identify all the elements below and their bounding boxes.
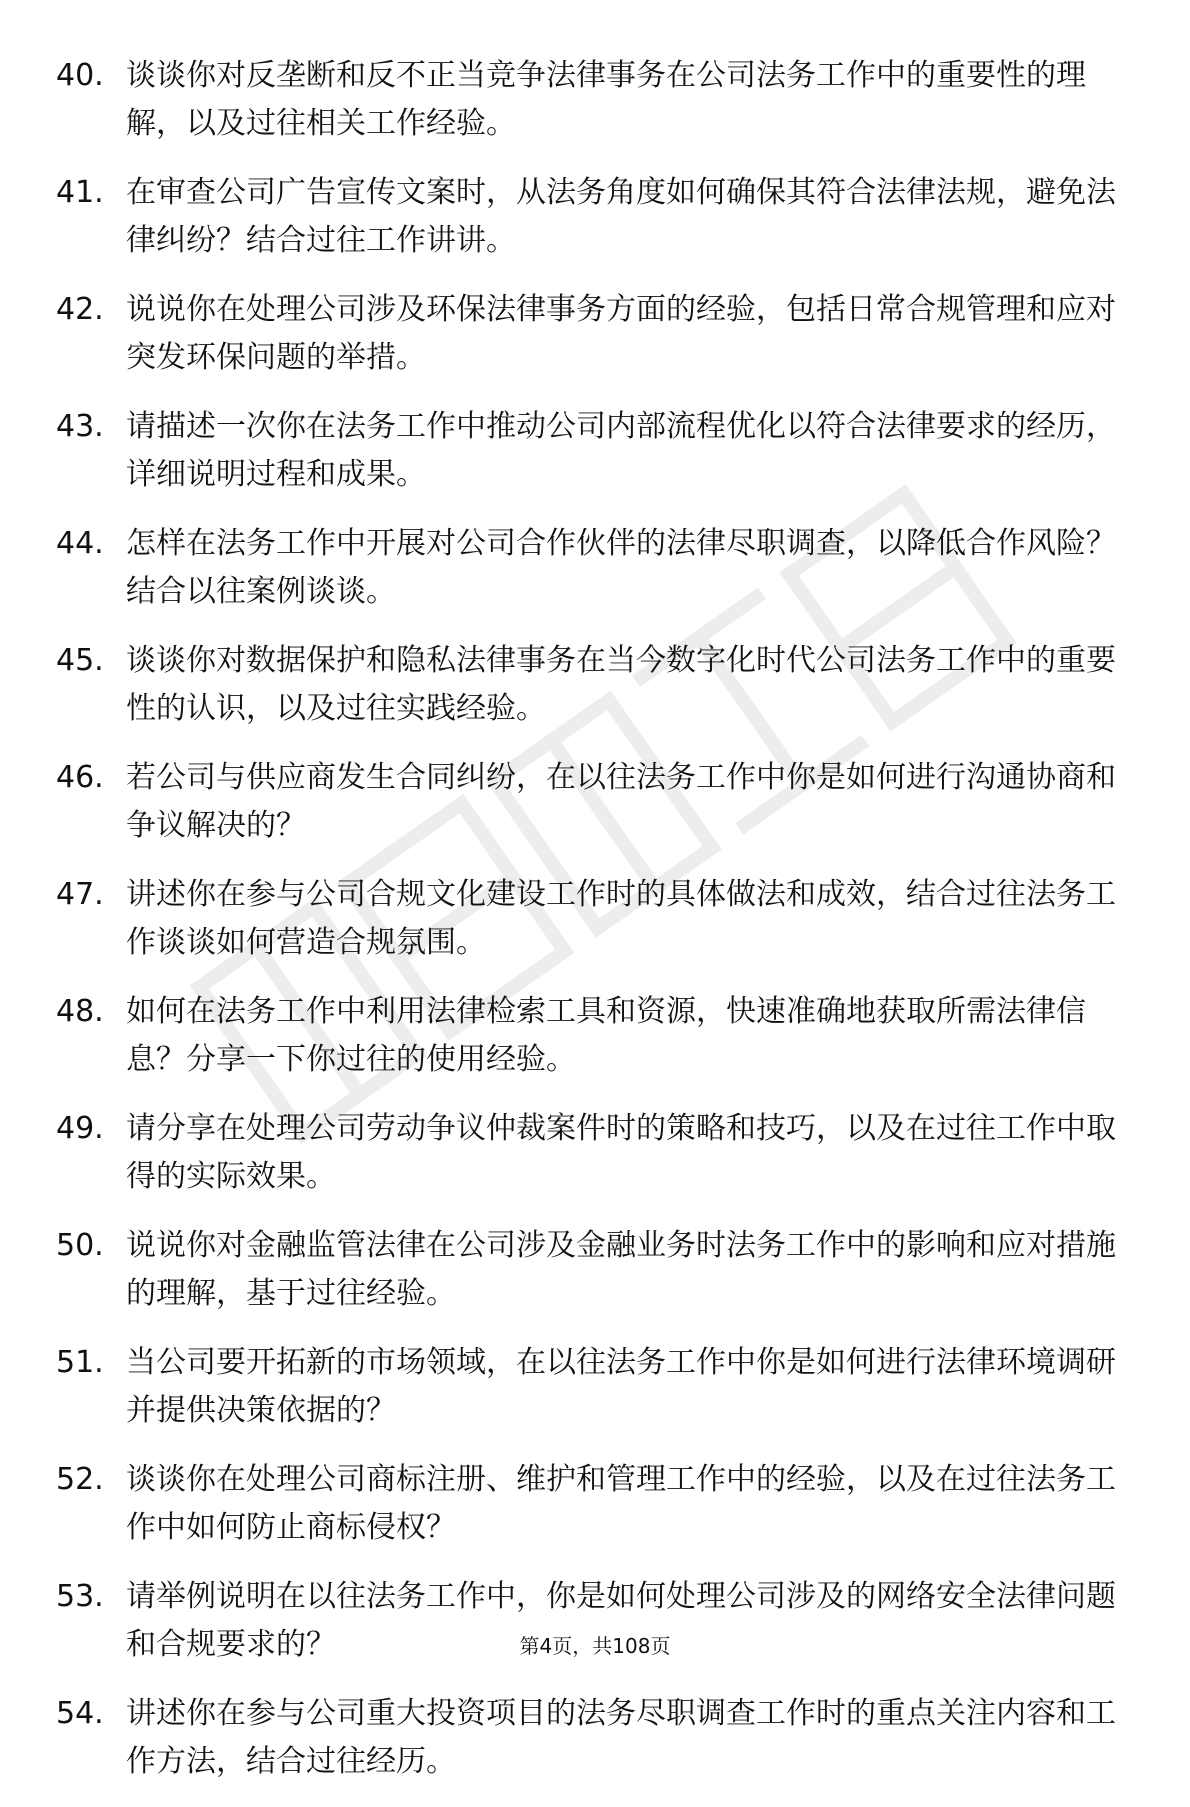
question-text: 说说你对金融监管法律在公司涉及金融业务时法务工作中的影响和应对措施的理解，基于过往经验。 <box>126 1228 1116 1311</box>
question-number: 49. <box>56 1111 104 1146</box>
question-number: 48. <box>56 994 104 1029</box>
question-number: 40. <box>56 58 104 93</box>
question-number: 47. <box>56 877 104 912</box>
question-number: 46. <box>56 760 104 795</box>
list-item <box>56 286 1136 382</box>
list-item <box>56 520 1136 616</box>
question-text: 请描述一次你在法务工作中推动公司内部流程优化以符合法律要求的经历，详细说明过程和成果。 <box>126 409 1116 492</box>
list-item <box>56 1105 1136 1201</box>
list-item <box>56 637 1136 733</box>
question-text: 请举例说明在以往法务工作中，你是如何处理公司涉及的网络安全法律问题和合规要求的？ <box>126 1579 1116 1662</box>
page-footer: 第4页，共108页 <box>519 1634 671 1658</box>
question-text: 怎样在法务工作中开展对公司合作伙伴的法律尽职调查，以降低合作风险？结合以往案例谈谈。 <box>126 526 1116 609</box>
list-item <box>56 403 1136 499</box>
question-text: 谈谈你对反垄断和反不正当竞争法律事务在公司法务工作中的重要性的理解，以及过往相关工作经验。 <box>126 58 1086 141</box>
question-text: 讲述你在参与公司重大投资项目的法务尽职调查工作时的重点关注内容和工作方法，结合过往经历。 <box>126 1696 1116 1779</box>
question-text: 讲述你在参与公司合规文化建设工作时的具体做法和成效，结合过往法务工作谈谈如何营造合规氛围。 <box>126 877 1116 960</box>
question-number: 41. <box>56 175 104 210</box>
list-item <box>56 169 1136 265</box>
question-text: 说说你在处理公司涉及环保法律事务方面的经验，包括日常合规管理和应对突发环保问题的举措。 <box>126 292 1116 375</box>
question-number: 53. <box>56 1579 104 1614</box>
question-text: 若公司与供应商发生合同纠纷，在以往法务工作中你是如何进行沟通协商和争议解决的？ <box>126 760 1116 843</box>
question-text: 谈谈你在处理公司商标注册、维护和管理工作中的经验，以及在过往法务工作中如何防止商标侵权？ <box>126 1462 1116 1545</box>
question-text: 当公司要开拓新的市场领域，在以往法务工作中你是如何进行法律环境调研并提供决策依据的？ <box>126 1345 1116 1428</box>
list-item <box>56 1690 1136 1786</box>
question-text: 请分享在处理公司劳动争议仲裁案件时的策略和技巧，以及在过往工作中取得的实际效果。 <box>126 1111 1116 1194</box>
list-item <box>56 988 1136 1084</box>
list-item <box>56 1456 1136 1552</box>
question-number: 54. <box>56 1696 104 1731</box>
list-item <box>56 1339 1136 1435</box>
question-text: 谈谈你对数据保护和隐私法律事务在当今数字化时代公司法务工作中的重要性的认识，以及过往实践经验。 <box>126 643 1116 726</box>
question-number: 45. <box>56 643 104 678</box>
list-item <box>56 52 1136 148</box>
list-item <box>56 1222 1136 1318</box>
list-item <box>56 871 1136 967</box>
question-number: 43. <box>56 409 104 444</box>
question-list <box>56 52 1136 1807</box>
question-number: 44. <box>56 526 104 561</box>
question-text: 如何在法务工作中利用法律检索工具和资源，快速准确地获取所需法律信息？分享一下你过往的使用经验。 <box>126 994 1086 1077</box>
question-number: 42. <box>56 292 104 327</box>
question-number: 51. <box>56 1345 104 1380</box>
question-number: 50. <box>56 1228 104 1263</box>
question-text: 在审查公司广告宣传文案时，从法务角度如何确保其符合法律法规，避免法律纠纷？结合过往工作讲讲。 <box>126 175 1116 258</box>
question-number: 52. <box>56 1462 104 1497</box>
list-item <box>56 754 1136 850</box>
